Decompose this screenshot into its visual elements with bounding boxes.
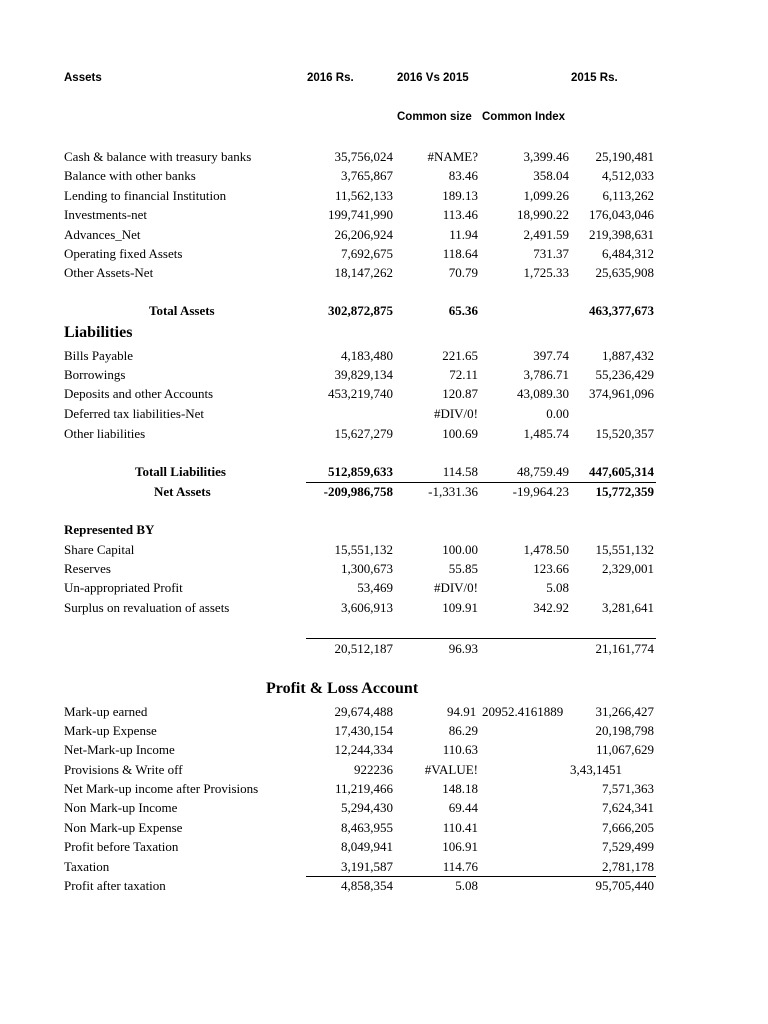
value-2016: 4,183,480 bbox=[341, 348, 393, 363]
value-2015: 7,624,341 bbox=[602, 800, 654, 815]
total-assets-row bbox=[0, 302, 768, 320]
common-size: -1,331.36 bbox=[428, 484, 478, 499]
value-2016: 7,692,675 bbox=[341, 246, 393, 261]
divider-line bbox=[306, 638, 656, 639]
value-2015: 374,961,096 bbox=[589, 386, 654, 401]
common-size: 100.00 bbox=[442, 542, 478, 557]
table-row bbox=[0, 780, 768, 798]
row-label: Lending to financial Institution bbox=[64, 188, 227, 203]
value-2016: 922236 bbox=[354, 762, 393, 777]
common-size: 110.41 bbox=[442, 820, 478, 835]
value-2015: 463,377,673 bbox=[589, 303, 654, 318]
value-2016: 302,872,875 bbox=[328, 303, 393, 318]
row-label: Balance with other banks bbox=[64, 168, 196, 183]
common-size: 96.93 bbox=[448, 641, 478, 656]
section-title: Represented BY bbox=[64, 522, 155, 537]
value-2016: 3,765,867 bbox=[341, 168, 393, 183]
row-label: Net Mark-up income after Provisions bbox=[64, 781, 259, 796]
table-row bbox=[0, 858, 768, 876]
common-index: 18,990.22 bbox=[517, 207, 569, 222]
value-2016: 1,300,673 bbox=[341, 561, 393, 576]
common-index: 1,725.33 bbox=[523, 265, 569, 280]
common-size: 65.36 bbox=[448, 303, 478, 318]
row-label: Operating fixed Assets bbox=[64, 246, 183, 261]
value-2016: 17,430,154 bbox=[334, 723, 393, 738]
common-index: 1,099.26 bbox=[523, 188, 569, 203]
common-size: 113.46 bbox=[442, 207, 478, 222]
table-row bbox=[0, 347, 768, 365]
row-label: Cash & balance with treasury banks bbox=[64, 149, 252, 164]
common-size: 109.91 bbox=[442, 600, 478, 615]
common-index: 358.04 bbox=[533, 168, 569, 183]
table-row bbox=[0, 703, 768, 721]
value-2016: 53,469 bbox=[357, 580, 393, 595]
common-index: 1,478.50 bbox=[523, 542, 569, 557]
value-2016: 8,463,955 bbox=[341, 820, 393, 835]
value-2016: 39,829,134 bbox=[334, 367, 393, 382]
value-2015: 1,887,432 bbox=[602, 348, 654, 363]
value-2015: 7,666,205 bbox=[602, 820, 654, 835]
value-2015: 55,236,429 bbox=[595, 367, 654, 382]
value-2015: 31,266,427 bbox=[595, 704, 654, 719]
common-index: 397.74 bbox=[533, 348, 569, 363]
header-common-size: Common size bbox=[397, 111, 472, 123]
value-2015: 3,281,641 bbox=[602, 600, 654, 615]
common-index: 43,089.30 bbox=[517, 386, 569, 401]
row-label: Mark-up Expense bbox=[64, 723, 157, 738]
value-2015: 20,198,798 bbox=[595, 723, 654, 738]
table-row bbox=[0, 148, 768, 166]
header-2016-vs-2015: 2016 Vs 2015 bbox=[397, 72, 469, 84]
table-row bbox=[0, 722, 768, 740]
table-row bbox=[0, 167, 768, 185]
common-size: 69.44 bbox=[448, 800, 478, 815]
common-index: 20952.4161889 bbox=[482, 704, 564, 719]
row-label: Share Capital bbox=[64, 542, 135, 557]
common-index: 123.66 bbox=[533, 561, 569, 576]
common-size: 83.46 bbox=[448, 168, 478, 183]
common-size: 120.87 bbox=[442, 386, 478, 401]
common-index: 2,491.59 bbox=[523, 227, 569, 242]
common-size: 148.18 bbox=[442, 781, 478, 796]
value-2016: 453,219,740 bbox=[328, 386, 393, 401]
common-size: 100.69 bbox=[442, 426, 478, 441]
row-label: Net-Mark-up Income bbox=[64, 742, 175, 757]
value-2016: 35,756,024 bbox=[334, 149, 393, 164]
table-row bbox=[0, 799, 768, 817]
row-label: Non Mark-up Expense bbox=[64, 820, 183, 835]
value-2015: 15,520,357 bbox=[595, 426, 654, 441]
row-label: Profit before Taxation bbox=[64, 839, 179, 854]
value-2016: 20,512,187 bbox=[334, 641, 393, 656]
row-label: Deposits and other Accounts bbox=[64, 386, 214, 401]
value-2015: 2,781,178 bbox=[602, 859, 654, 874]
common-index: 3,786.71 bbox=[523, 367, 569, 382]
table-row bbox=[0, 226, 768, 244]
table-row bbox=[0, 560, 768, 578]
value-2016: 12,244,334 bbox=[334, 742, 393, 757]
value-2015: 15,772,359 bbox=[595, 484, 654, 499]
common-index: 5.08 bbox=[546, 580, 569, 595]
row-label: Un-appropriated Profit bbox=[64, 580, 183, 595]
value-2016: 8,049,941 bbox=[341, 839, 393, 854]
common-index: 342.92 bbox=[533, 600, 569, 615]
common-size: 189.13 bbox=[442, 188, 478, 203]
value-2016: -209,986,758 bbox=[323, 484, 393, 499]
common-size: #DIV/0! bbox=[433, 406, 478, 421]
value-2015: 6,113,262 bbox=[602, 188, 654, 203]
common-size: 118.64 bbox=[442, 246, 478, 261]
table-row bbox=[0, 245, 768, 263]
value-2016: 5,294,430 bbox=[341, 800, 393, 815]
common-index: 3,399.46 bbox=[523, 149, 569, 164]
value-2015: 447,605,314 bbox=[589, 464, 654, 479]
value-2015: 25,190,481 bbox=[595, 149, 654, 164]
value-2015: 15,551,132 bbox=[595, 542, 654, 557]
table-row bbox=[0, 741, 768, 759]
header-2015: 2015 Rs. bbox=[571, 72, 618, 84]
value-2016: 15,627,279 bbox=[334, 426, 393, 441]
row-label: Advances_Net bbox=[64, 227, 141, 242]
common-size: 221.65 bbox=[442, 348, 478, 363]
table-row bbox=[0, 838, 768, 856]
net-assets-row bbox=[0, 483, 768, 501]
represented-heading bbox=[0, 521, 768, 539]
value-2015: 7,529,499 bbox=[602, 839, 654, 854]
value-2015: 21,161,774 bbox=[595, 641, 654, 656]
common-index: 48,759.49 bbox=[517, 464, 569, 479]
table-row bbox=[0, 264, 768, 282]
common-size: 94.91 bbox=[447, 704, 477, 719]
row-label: Other liabilities bbox=[64, 426, 146, 441]
common-size: 114.58 bbox=[442, 464, 478, 479]
common-size: #NAME? bbox=[427, 149, 478, 164]
value-2015: 11,067,629 bbox=[595, 742, 654, 757]
value-2016: 15,551,132 bbox=[334, 542, 393, 557]
header-assets: Assets bbox=[64, 72, 102, 84]
row-label: Surplus on revaluation of assets bbox=[64, 600, 230, 615]
row-label: Provisions & Write off bbox=[64, 762, 183, 777]
value-2015: 95,705,440 bbox=[595, 878, 654, 893]
row-label: Other Assets-Net bbox=[64, 265, 154, 280]
table-row bbox=[0, 819, 768, 837]
value-2016: 26,206,924 bbox=[334, 227, 393, 242]
row-label: Reserves bbox=[64, 561, 111, 576]
common-size: #VALUE! bbox=[424, 762, 478, 777]
row-label: Non Mark-up Income bbox=[64, 800, 178, 815]
total-liabilities-row bbox=[0, 463, 768, 481]
common-index: 1,485.74 bbox=[523, 426, 569, 441]
common-size: 86.29 bbox=[448, 723, 478, 738]
value-2016: 512,859,633 bbox=[328, 464, 393, 479]
header-common-index: Common Index bbox=[482, 111, 566, 123]
value-2015: 6,484,312 bbox=[602, 246, 654, 261]
table-row bbox=[0, 366, 768, 384]
value-2015: 4,512,033 bbox=[602, 168, 654, 183]
represented-total-row bbox=[0, 640, 768, 658]
value-2015: 176,043,046 bbox=[589, 207, 654, 222]
value-2016: 3,191,587 bbox=[341, 859, 393, 874]
value-2016: 3,606,913 bbox=[341, 600, 393, 615]
common-index: 731.37 bbox=[533, 246, 569, 261]
table-row bbox=[0, 877, 768, 895]
row-label: Net Assets bbox=[154, 484, 211, 499]
value-2015: 25,635,908 bbox=[595, 265, 654, 280]
table-row bbox=[0, 599, 768, 617]
table-row bbox=[0, 206, 768, 224]
value-2015: 7,571,363 bbox=[602, 781, 654, 796]
liabilities-heading: Liabilities bbox=[64, 324, 133, 341]
common-size: 55.85 bbox=[448, 561, 478, 576]
common-index: 0.00 bbox=[546, 406, 569, 421]
table-row bbox=[0, 541, 768, 559]
row-label: Taxation bbox=[64, 859, 110, 874]
table-row bbox=[0, 579, 768, 597]
row-label: Investments-net bbox=[64, 207, 148, 222]
table-row bbox=[0, 385, 768, 403]
table-row bbox=[0, 425, 768, 443]
common-index: 3,43,1451 bbox=[570, 762, 622, 777]
common-size: 5.08 bbox=[455, 878, 478, 893]
table-row bbox=[0, 405, 768, 423]
common-size: 106.91 bbox=[442, 839, 478, 854]
table-row bbox=[0, 187, 768, 205]
table-row bbox=[0, 761, 768, 779]
value-2016: 199,741,990 bbox=[328, 207, 393, 222]
value-2016: 18,147,262 bbox=[334, 265, 393, 280]
common-size: #DIV/0! bbox=[433, 580, 478, 595]
common-size: 114.76 bbox=[442, 859, 478, 874]
row-label: Deferred tax liabilities-Net bbox=[64, 406, 205, 421]
common-size: 110.63 bbox=[442, 742, 478, 757]
value-2016: 29,674,488 bbox=[334, 704, 393, 719]
row-label: Mark-up earned bbox=[64, 704, 148, 719]
common-size: 72.11 bbox=[449, 367, 478, 382]
common-size: 11.94 bbox=[449, 227, 478, 242]
pl-heading: Profit & Loss Account bbox=[266, 680, 419, 697]
row-label: Total Assets bbox=[149, 303, 215, 318]
row-label: Totall Liabilities bbox=[135, 464, 226, 479]
header-2016: 2016 Rs. bbox=[307, 72, 354, 84]
row-label: Borrowings bbox=[64, 367, 126, 382]
value-2016: 11,219,466 bbox=[334, 781, 393, 796]
row-label: Profit after taxation bbox=[64, 878, 166, 893]
common-size: 70.79 bbox=[448, 265, 478, 280]
value-2016: 11,562,133 bbox=[334, 188, 393, 203]
value-2015: 2,329,001 bbox=[602, 561, 654, 576]
value-2016: 4,858,354 bbox=[341, 878, 393, 893]
value-2015: 219,398,631 bbox=[589, 227, 654, 242]
row-label: Bills Payable bbox=[64, 348, 133, 363]
common-index: -19,964.23 bbox=[512, 484, 569, 499]
